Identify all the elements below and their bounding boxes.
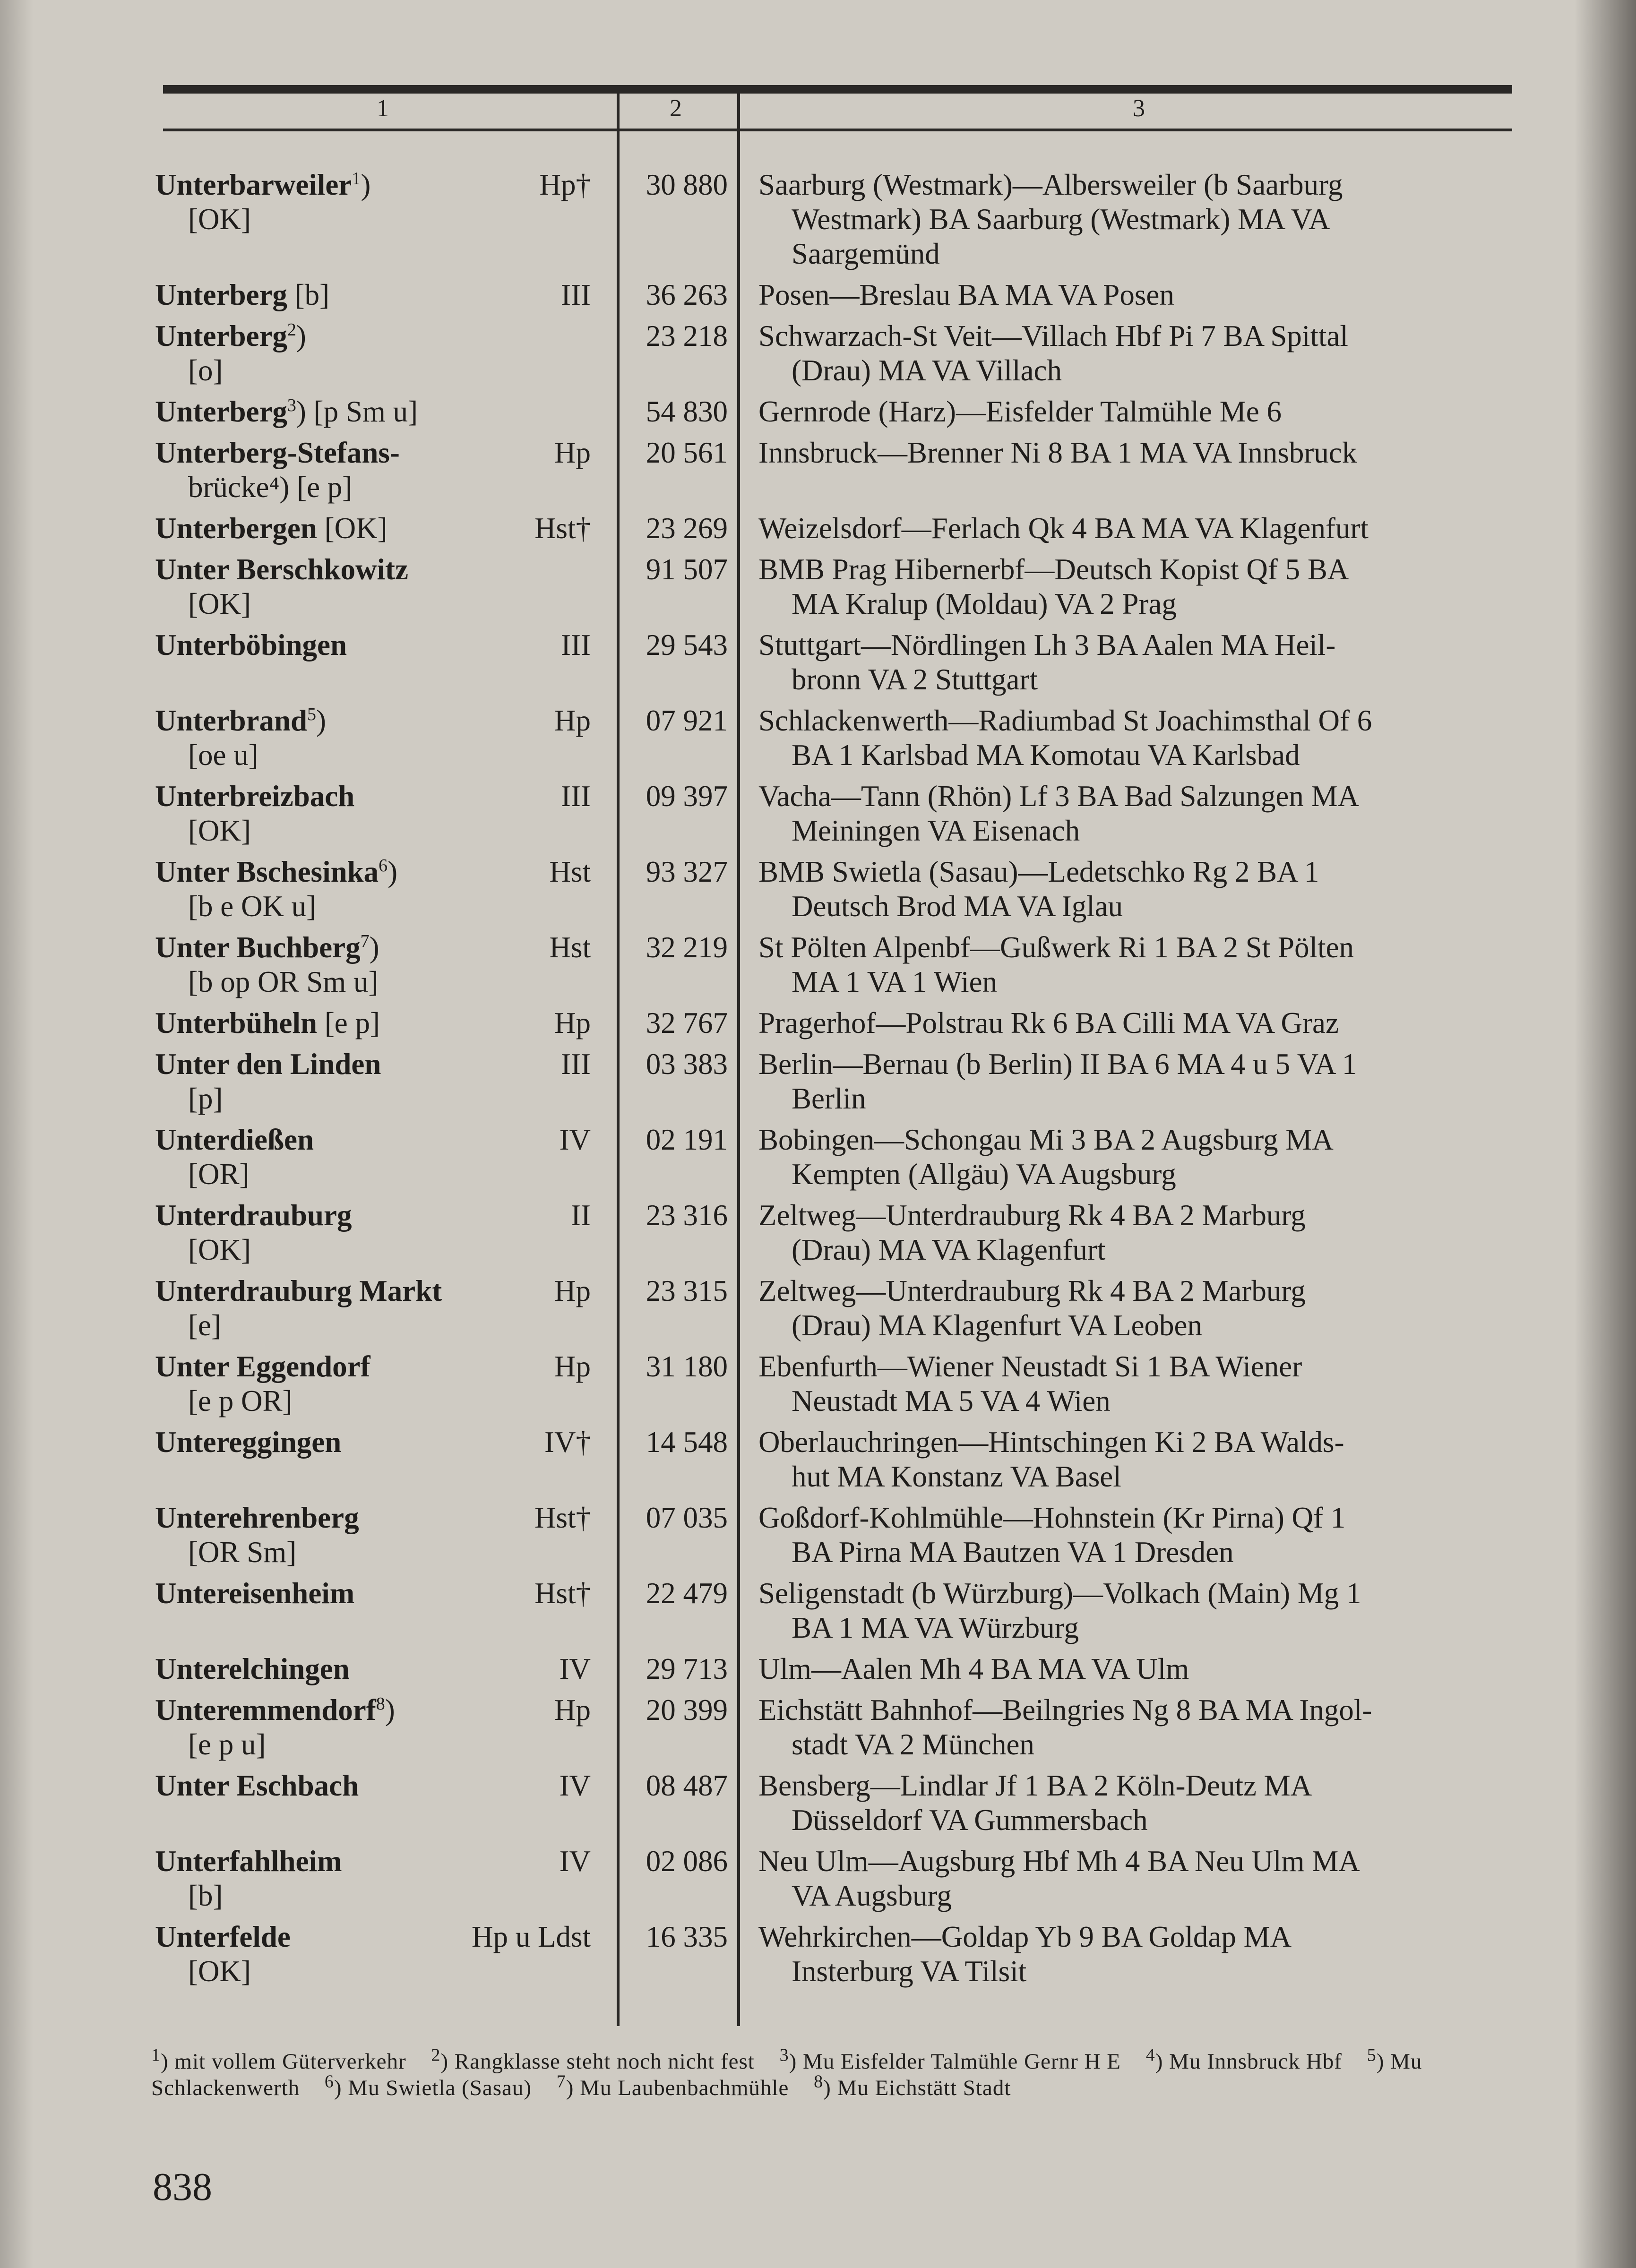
header-rule — [163, 129, 1512, 131]
route-info — [758, 779, 1512, 848]
station-number: 03 383 — [646, 1048, 728, 1081]
station-name: Unterböbingen — [155, 628, 347, 662]
footnote-text: ) Mu Laubenbachmühle — [566, 2076, 789, 2100]
route-line: Düsseldorf VA Gummersbach — [792, 1804, 1148, 1837]
route-line: MA Kralup (Moldau) VA 2 Prag — [792, 587, 1177, 620]
footnote — [556, 2071, 789, 2100]
station-class: Hp — [554, 1274, 591, 1307]
route-line: BA 1 MA VA Würzburg — [792, 1611, 1079, 1644]
route-line: Neu Ulm—Augsburg Hbf Mh 4 BA Neu Ulm MA — [758, 1845, 1360, 1878]
footnote-text: ) Mu Eichstätt Stadt — [823, 2076, 1011, 2100]
station-name-suffix: ) — [316, 704, 326, 737]
station-name-suffix: ) — [385, 1693, 395, 1727]
station-remark: [b e OK u] — [188, 890, 317, 923]
footnote-marker: 5 — [307, 704, 317, 724]
route-line: Saarburg (Westmark)—Albersweiler (b Saarburg — [758, 168, 1343, 201]
table-row — [0, 930, 1636, 1006]
station-name: Unterberg-Stefans- — [155, 436, 400, 469]
route-info — [758, 1047, 1512, 1116]
station-name: Unter Berschkowitz — [155, 553, 408, 586]
route-info — [758, 1006, 1512, 1040]
station-class: Hp — [554, 436, 591, 469]
footnote-number: 2 — [431, 2045, 441, 2065]
footnote-marker: 7 — [360, 931, 370, 951]
route-info — [758, 1769, 1512, 1838]
table-row — [0, 1844, 1636, 1920]
table-row — [0, 1769, 1636, 1844]
route-line: Schwarzach-St Veit—Villach Hbf Pi 7 BA Spittal — [758, 319, 1348, 352]
route-line: hut MA Konstanz VA Basel — [792, 1460, 1121, 1493]
route-line: Berlin — [792, 1082, 866, 1115]
station-name-suffix: [OK] — [317, 512, 387, 545]
station-name: Unterbüheln [e p] — [155, 1006, 380, 1040]
station-name: Unter Eggendorf — [155, 1350, 370, 1383]
station-name-suffix: ) — [387, 855, 398, 888]
station-number: 02 191 — [646, 1123, 728, 1156]
station-class: Hst — [549, 855, 591, 888]
footnote-marker: 1 — [352, 169, 361, 189]
table-row — [0, 168, 1636, 278]
route-line: Bobingen—Schongau Mi 3 BA 2 Augsburg MA — [758, 1123, 1334, 1156]
station-remark: [b op OR Sm u] — [188, 965, 379, 998]
station-remark: brücke⁴) [e p] — [188, 471, 353, 504]
table-row — [0, 628, 1636, 704]
station-remark: [OK] — [188, 1233, 251, 1266]
station-name: Unter Eschbach — [155, 1769, 359, 1802]
station-remark: [e] — [188, 1309, 221, 1342]
table-row — [0, 1693, 1636, 1769]
station-class: III — [561, 278, 591, 311]
route-info — [758, 1349, 1512, 1418]
table-row — [0, 1576, 1636, 1652]
station-number: 07 035 — [646, 1501, 728, 1534]
table-row — [0, 1920, 1636, 1995]
route-line: BA 1 Karlsbad MA Komotau VA Karlsbad — [792, 739, 1300, 772]
station-remark: [o] — [188, 354, 223, 387]
station-name-suffix: [e p] — [317, 1006, 380, 1040]
station-number: 29 713 — [646, 1652, 728, 1685]
column-header-2: 2 — [670, 95, 682, 122]
route-line: (Drau) MA Klagenfurt VA Leoben — [792, 1309, 1202, 1342]
route-info — [758, 511, 1512, 546]
route-info — [758, 1123, 1512, 1192]
table-row — [0, 1006, 1636, 1047]
station-remark: [b] — [188, 1879, 223, 1912]
route-line: Insterburg VA Tilsit — [792, 1955, 1027, 1988]
station-class: III — [561, 1048, 591, 1081]
station-name-cell — [155, 552, 628, 621]
station-name: Untereggingen — [155, 1426, 342, 1459]
route-line: Vacha—Tann (Rhön) Lf 3 BA Bad Salzungen MA — [758, 780, 1360, 813]
route-line: St Pölten Alpenbf—Gußwerk Ri 1 BA 2 St Pölten — [758, 931, 1354, 964]
station-remark: [oe u] — [188, 739, 258, 772]
route-line: (Drau) MA VA Klagenfurt — [792, 1233, 1106, 1266]
station-number: 93 327 — [646, 855, 728, 888]
footnote-number: 4 — [1145, 2045, 1155, 2065]
table-row — [0, 1425, 1636, 1501]
station-name: Unterberg$^2$) — [155, 319, 306, 352]
station-name: Unterberg$^3$) [p Sm u] — [155, 395, 418, 428]
route-line: Saargemünd — [792, 237, 940, 270]
station-name: Unter den Linden — [155, 1048, 381, 1081]
station-class: Hp — [554, 704, 591, 737]
station-class: Hp u Ldst — [472, 1920, 591, 1953]
footnote-number: 7 — [556, 2071, 566, 2092]
station-class: Hp — [554, 1006, 591, 1040]
footnote-number: 3 — [779, 2045, 789, 2065]
footnote-number: 8 — [814, 2071, 824, 2092]
station-name: Untereisenheim — [155, 1577, 355, 1610]
footnote-text: ) Rangklasse steht noch nicht fest — [440, 2049, 755, 2074]
footnote-marker: 3 — [287, 395, 296, 415]
station-number: 14 548 — [646, 1426, 728, 1459]
station-class: Hp — [554, 1693, 591, 1727]
route-info — [758, 704, 1512, 773]
station-class: IV — [559, 1845, 591, 1878]
station-remark: [p] — [188, 1082, 223, 1115]
route-line: Innsbruck—Brenner Ni 8 BA 1 MA VA Innsbruck — [758, 436, 1357, 469]
station-number: 36 263 — [646, 278, 728, 311]
route-line: BMB Swietla (Sasau)—Ledetschko Rg 2 BA 1 — [758, 855, 1319, 888]
footnote-marker: 2 — [287, 320, 296, 340]
station-class: IV — [559, 1123, 591, 1156]
station-number: 91 507 — [646, 553, 728, 586]
route-line: Pragerhof—Polstrau Rk 6 BA Cilli MA VA Graz — [758, 1006, 1339, 1040]
route-line: Stuttgart—Nördlingen Lh 3 BA Aalen MA Heil- — [758, 628, 1336, 662]
footnote — [151, 2045, 406, 2074]
station-name: Unterbrand$^5$) — [155, 704, 326, 737]
station-number: 08 487 — [646, 1769, 728, 1802]
footnote-text: ) Mu Innsbruck Hbf — [1155, 2049, 1342, 2074]
route-line: stadt VA 2 München — [792, 1728, 1034, 1761]
footnote — [324, 2071, 532, 2100]
footnote — [431, 2045, 755, 2074]
footnote-number: 1 — [151, 2045, 161, 2065]
station-name-suffix: ) — [369, 931, 379, 964]
route-line: MA 1 VA 1 Wien — [792, 965, 998, 998]
route-info — [758, 552, 1512, 621]
footnote — [1145, 2045, 1342, 2074]
top-rule — [163, 85, 1512, 94]
station-class: Hp† — [539, 168, 591, 201]
station-class: Hst† — [534, 1501, 591, 1534]
column-header-1: 1 — [377, 95, 389, 122]
table-row — [0, 395, 1636, 436]
route-line: Westmark) BA Saarburg (Westmark) MA VA — [792, 203, 1330, 236]
table-row — [0, 319, 1636, 395]
route-line: Oberlauchringen—Hintschingen Ki 2 BA Walds- — [758, 1426, 1344, 1459]
station-name: Unterelchingen — [155, 1652, 350, 1685]
station-name-suffix: ) — [296, 319, 306, 352]
station-name-suffix: ) — [361, 168, 371, 201]
route-line: Ebenfurth—Wiener Neustadt Si 1 BA Wiener — [758, 1350, 1302, 1383]
station-class: IV — [559, 1769, 591, 1802]
station-number: 32 219 — [646, 931, 728, 964]
route-line: Seligenstadt (b Würzburg)—Volkach (Main) Mg 1 — [758, 1577, 1361, 1610]
footnote-marker: 6 — [379, 856, 388, 876]
station-class: Hp — [554, 1350, 591, 1383]
table-row — [0, 436, 1636, 511]
table-row — [0, 1047, 1636, 1123]
station-number: 54 830 — [646, 395, 728, 428]
footnote-text: ) Mu Eisfelder Talmühle Gernr H E — [789, 2049, 1121, 2074]
route-info — [758, 1576, 1512, 1645]
route-info — [758, 395, 1512, 429]
table-row — [0, 1123, 1636, 1198]
route-line: Weizelsdorf—Ferlach Qk 4 BA MA VA Klagenfurt — [758, 512, 1369, 545]
footnote — [779, 2045, 1121, 2074]
route-line: (Drau) MA VA Villach — [792, 354, 1062, 387]
route-line: BA Pirna MA Bautzen VA 1 Dresden — [792, 1536, 1234, 1569]
route-info — [758, 319, 1512, 388]
station-remark: [OK] — [188, 814, 251, 847]
station-name: Unteremmendorf$^8$) — [155, 1693, 395, 1727]
station-number: 31 180 — [646, 1350, 728, 1383]
station-name: Unterbreizbach — [155, 780, 355, 813]
route-line: Deutsch Brod MA VA Iglau — [792, 890, 1123, 923]
route-info — [758, 1693, 1512, 1762]
page-number: 838 — [153, 2165, 212, 2209]
station-number: 29 543 — [646, 628, 728, 662]
station-name: Unter Buchberg$^7$) — [155, 931, 379, 964]
column-header-3: 3 — [1133, 95, 1145, 122]
station-number: 23 316 — [646, 1199, 728, 1232]
station-number: 23 218 — [646, 319, 728, 352]
table-row — [0, 779, 1636, 855]
route-info — [758, 628, 1512, 697]
station-name-suffix: ) [p Sm u] — [296, 395, 418, 428]
station-class: Hst† — [534, 512, 591, 545]
station-name: Unter Bschesinka$^6$) — [155, 855, 398, 888]
footnote-number: 6 — [324, 2071, 334, 2092]
table-row — [0, 1501, 1636, 1576]
station-name: Unterfelde — [155, 1920, 291, 1953]
table-row — [0, 1274, 1636, 1349]
footnote-number: 5 — [1367, 2045, 1377, 2065]
table-row — [0, 1652, 1636, 1693]
station-remark: [OR] — [188, 1158, 250, 1191]
table-row — [0, 511, 1636, 552]
route-line: bronn VA 2 Stuttgart — [792, 663, 1038, 696]
station-remark: [OK] — [188, 1955, 251, 1988]
station-name-cell — [155, 319, 628, 388]
station-name-cell — [155, 395, 628, 429]
route-line: Gernrode (Harz)—Eisfelder Talmühle Me 6 — [758, 395, 1282, 428]
station-number: 23 315 — [646, 1274, 728, 1307]
station-number: 20 561 — [646, 436, 728, 469]
station-name: Unterdießen — [155, 1123, 314, 1156]
footnotes — [151, 2045, 1512, 2101]
station-name: Unterehrenberg — [155, 1501, 359, 1534]
route-info — [758, 278, 1512, 312]
table-row — [0, 552, 1636, 628]
station-remark: [e p u] — [188, 1728, 266, 1761]
station-number: 07 921 — [646, 704, 728, 737]
footnote-text: ) Mu Schlackenwerth — [151, 2049, 1422, 2100]
station-class: II — [571, 1199, 591, 1232]
route-line: Schlackenwerth—Radiumbad St Joachimsthal Of 6 — [758, 704, 1372, 737]
route-info — [758, 1198, 1512, 1267]
route-line: Posen—Breslau BA MA VA Posen — [758, 278, 1174, 311]
route-line: BMB Prag Hibernerbf—Deutsch Kopist Qf 5 BA — [758, 553, 1349, 586]
route-line: Berlin—Bernau (b Berlin) II BA 6 MA 4 u 5 VA 1 — [758, 1048, 1357, 1081]
route-line: VA Augsburg — [792, 1879, 952, 1912]
route-info — [758, 436, 1512, 470]
station-remark: [OK] — [188, 587, 251, 620]
route-line: Bensberg—Lindlar Jf 1 BA 2 Köln-Deutz MA — [758, 1769, 1312, 1802]
footnote-marker: 8 — [376, 1694, 385, 1714]
route-info — [758, 1501, 1512, 1570]
route-info — [758, 855, 1512, 924]
table-row — [0, 1198, 1636, 1274]
route-info — [758, 1274, 1512, 1343]
route-info — [758, 168, 1512, 271]
station-class: Hst† — [534, 1577, 591, 1610]
route-line: Kempten (Allgäu) VA Augsburg — [792, 1158, 1176, 1191]
route-line: Neustadt MA 5 VA 4 Wien — [792, 1384, 1111, 1418]
footnote — [814, 2071, 1011, 2100]
station-name: Unterbarweiler$^1$) — [155, 168, 371, 201]
route-line: Goßdorf-Kohlmühle—Hohnstein (Kr Pirna) Qf 1 — [758, 1501, 1346, 1534]
footnote-text: ) Mu Swietla (Sasau) — [334, 2076, 532, 2100]
station-number: 09 397 — [646, 780, 728, 813]
station-remark: [e p OR] — [188, 1384, 293, 1418]
station-number: 32 767 — [646, 1006, 728, 1040]
station-name: Unterberg [b] — [155, 278, 330, 311]
route-info — [758, 1425, 1512, 1494]
route-info — [758, 1920, 1512, 1989]
station-class: Hst — [549, 931, 591, 964]
station-class: IV† — [544, 1426, 591, 1459]
route-info — [758, 1652, 1512, 1686]
station-number: 30 880 — [646, 168, 728, 201]
station-name: Unterdrauburg Markt — [155, 1274, 442, 1307]
route-line: Ulm—Aalen Mh 4 BA MA VA Ulm — [758, 1652, 1189, 1685]
station-number: 16 335 — [646, 1920, 728, 1953]
station-number: 20 399 — [646, 1693, 728, 1727]
station-name: Unterbergen [OK] — [155, 512, 387, 545]
table-row — [0, 278, 1636, 319]
route-line: Eichstätt Bahnhof—Beilngries Ng 8 BA MA Ingol- — [758, 1693, 1372, 1727]
table-row — [0, 855, 1636, 930]
station-number: 23 269 — [646, 512, 728, 545]
station-class: IV — [559, 1652, 591, 1685]
route-info — [758, 930, 1512, 999]
station-class: III — [561, 780, 591, 813]
station-number: 22 479 — [646, 1577, 728, 1610]
station-name: Unterdrauburg — [155, 1199, 352, 1232]
route-line: Meiningen VA Eisenach — [792, 814, 1080, 847]
table-row — [0, 1349, 1636, 1425]
footnote-text: ) mit vollem Güterverkehr — [161, 2049, 406, 2074]
station-table — [0, 168, 1636, 1995]
table-row — [0, 704, 1636, 779]
station-remark: [OR Sm] — [188, 1536, 297, 1569]
station-name: Unterfahlheim — [155, 1845, 342, 1878]
station-name-suffix: [b] — [287, 278, 330, 311]
route-info — [758, 1844, 1512, 1913]
station-number: 02 086 — [646, 1845, 728, 1878]
route-line: Wehrkirchen—Goldap Yb 9 BA Goldap MA — [758, 1920, 1292, 1953]
station-class: III — [561, 628, 591, 662]
route-line: Zeltweg—Unterdrauburg Rk 4 BA 2 Marburg — [758, 1274, 1306, 1307]
station-remark: [OK] — [188, 203, 251, 236]
route-line: Zeltweg—Unterdrauburg Rk 4 BA 2 Marburg — [758, 1199, 1306, 1232]
